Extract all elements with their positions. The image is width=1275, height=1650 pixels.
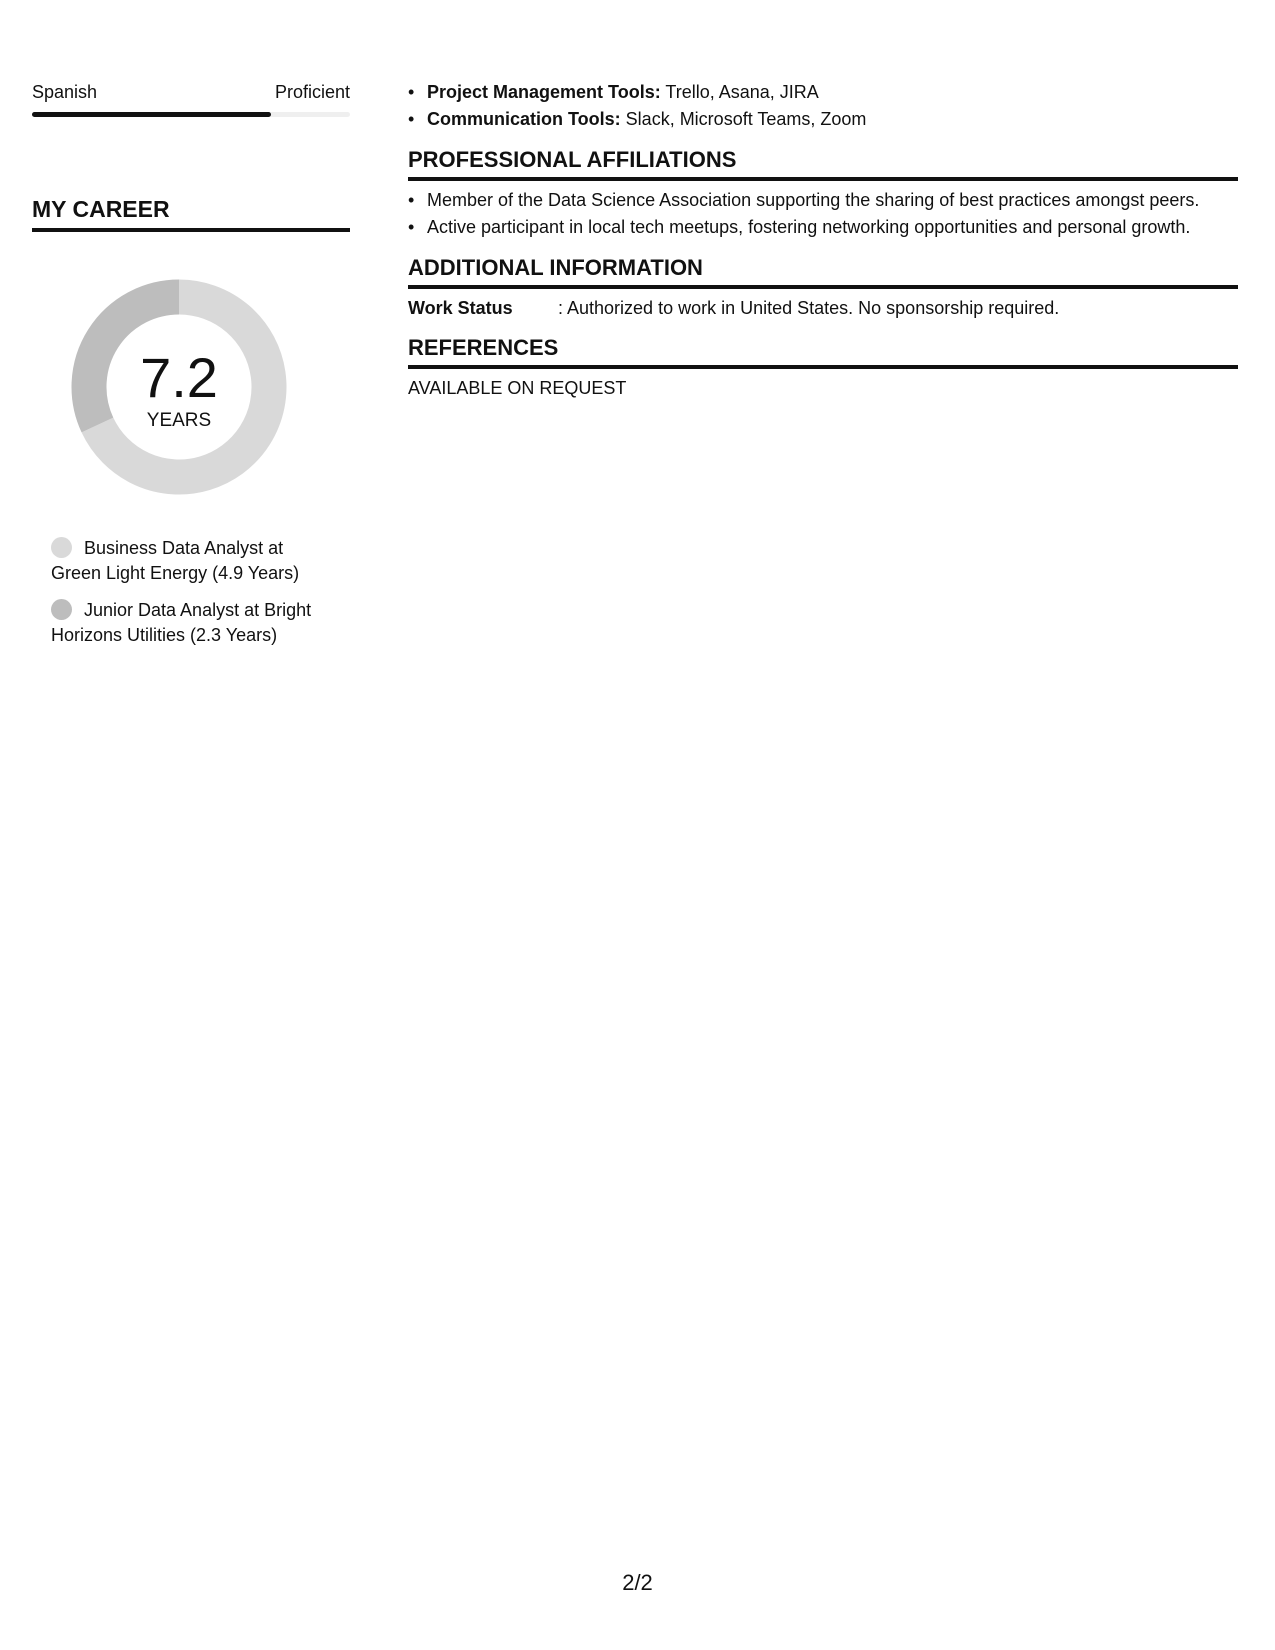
career-legend-item [51, 536, 331, 586]
tools-label: Project Management Tools: [427, 82, 661, 102]
page-number: 2/2 [622, 1570, 653, 1595]
tools-list-item [408, 107, 1238, 132]
language-row [32, 80, 350, 104]
language-level: Proficient [274, 82, 350, 102]
affiliation-item: • Active participant in local tech meetups, fostering networking opportunities and personal growth. [408, 215, 1238, 240]
language-proficiency-fill [32, 112, 271, 117]
tools-list [408, 80, 1238, 132]
affiliations-list [408, 188, 1238, 240]
career-legend-label: Junior Data Analyst at Bright Horizons Utilities (2.3 Years) [51, 600, 312, 645]
tools-list-item [408, 80, 1238, 105]
work-status-label: Work Status [408, 298, 513, 318]
references-text: AVAILABLE ON REQUEST [408, 378, 627, 398]
affiliations-heading: PROFESSIONAL AFFILIATIONS [408, 146, 1238, 181]
tools-label: Communication Tools: [427, 109, 621, 129]
career-legend-item [51, 598, 331, 648]
career-donut-chart [66, 274, 292, 500]
affiliation-item: • Member of the Data Science Association supporting the sharing of best practices amongst peers. [408, 188, 1238, 213]
additional-info-heading: ADDITIONAL INFORMATION [408, 254, 1238, 289]
legend-dot-icon [51, 599, 72, 620]
tools-value: Slack, Microsoft Teams, Zoom [620, 109, 867, 129]
legend-dot-icon [51, 537, 72, 558]
tools-value: Trello, Asana, JIRA [660, 82, 819, 102]
language-name: Spanish [32, 82, 98, 102]
work-status-row [408, 296, 1238, 320]
right-column [408, 80, 1238, 400]
references-heading: REFERENCES [408, 334, 1238, 369]
career-legend [51, 536, 350, 648]
left-column [32, 80, 350, 660]
career-heading: MY CAREER [32, 195, 350, 232]
career-years-unit: YEARS [146, 410, 212, 431]
work-status-value: : Authorized to work in United States. No sponsorship required. [558, 298, 1060, 318]
language-proficiency-bar [32, 112, 350, 117]
career-total-years: 7.2 [140, 346, 218, 409]
career-legend-label: Business Data Analyst at Green Light Energy (4.9 Years) [51, 538, 300, 583]
